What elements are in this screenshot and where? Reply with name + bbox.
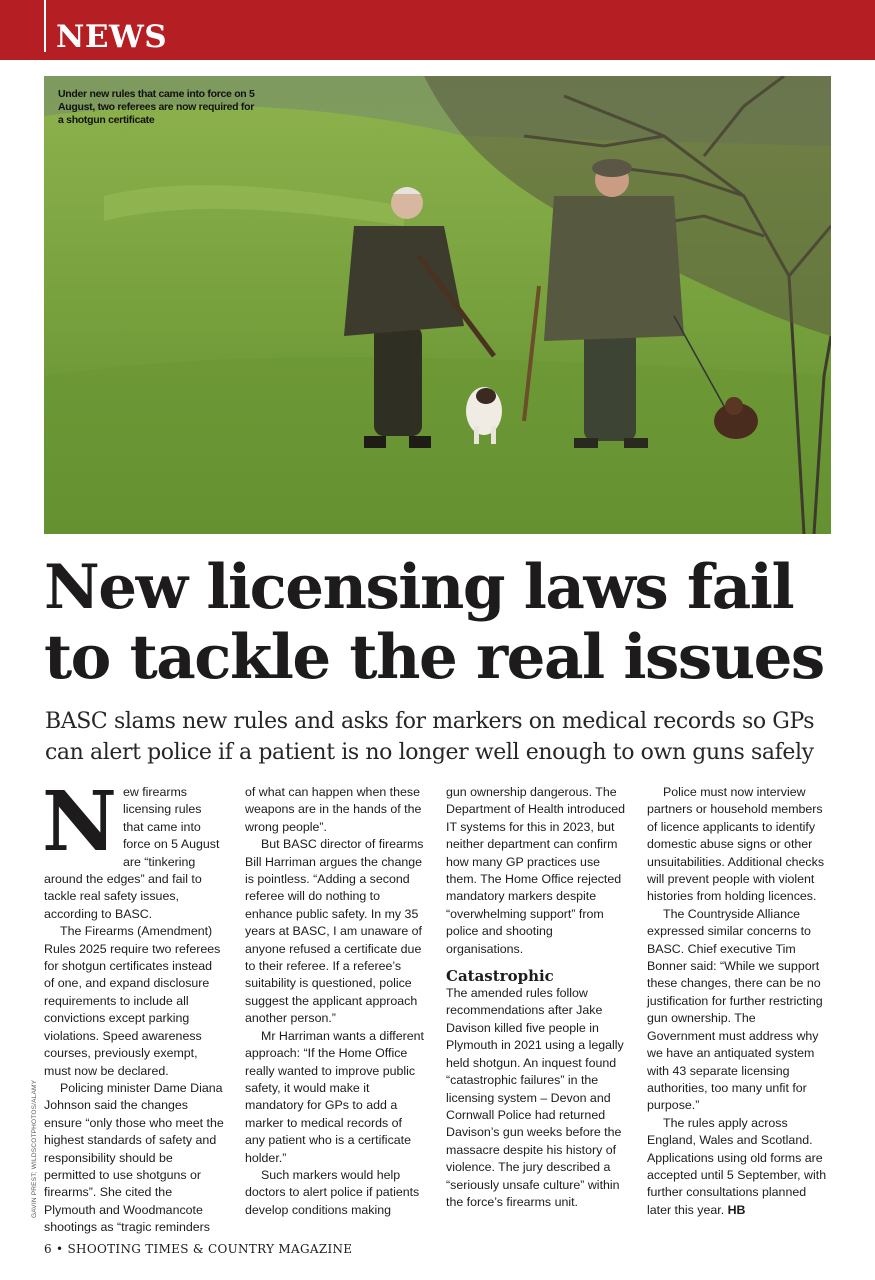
- photo-caption: Under new rules that came into force on 5 August, two referees are now required for a shotgun certificate: [58, 88, 255, 126]
- paragraph: of what can happen when these weapons are in the hands of the wrong people”.: [245, 785, 422, 834]
- paragraph: Policing minister Dame Diana Johnson said the changes ensure “only those who meet the highest standards of safety and responsibility should be permitted to use shotguns or firearms”. She cited the Plymouth and Woodmancote shootings as “tragic reminders: [44, 1080, 224, 1235]
- standfirst: BASC slams new rules and asks for markers on medical records so GPs can alert police if a patient is no longer well enough to own guns safely: [45, 709, 815, 765]
- paragraph: ew firearms licensing rules that came into force on 5 August are “tinkering around the edges” and fail to tackle real safety issues, according to BASC.: [44, 785, 220, 921]
- paragraph: Mr Harriman wants a different approach: “If the Home Office really wanted to improve public safety, it would make it mandatory for GPs to add a marker to medical records of any patient who is a certificate holder.”: [245, 1028, 424, 1165]
- photo-credit: GAVIN PREST; WILDSCOTPHOTOS/ALAMY: [31, 1079, 38, 1218]
- article-photo: [44, 76, 831, 534]
- article-column-2: [245, 784, 425, 1219]
- paragraph: Police must now interview partners or household members of licence applicants to identify domestic abuse signs or other unsuitabilities. Additional checks will prevent people with violent histories from holding licences.: [647, 785, 825, 904]
- photo-illustration: [44, 76, 831, 534]
- section-divider: [44, 0, 46, 52]
- page-footer: 6 • SHOOTING TIMES & COUNTRY MAGAZINE: [44, 1242, 353, 1256]
- article-column-1: [42, 774, 224, 1237]
- paragraph: Such markers would help doctors to alert police if patients develop conditions making: [245, 1167, 420, 1217]
- paragraph-text: The rules apply across England, Wales and Scotland. Applications using old forms are accepted until 5 September, with further consultations planned later this year.: [647, 1115, 827, 1217]
- subheading: Catastrophic: [446, 967, 554, 986]
- headline: New licensing laws fail to tackle the real issues: [44, 552, 824, 693]
- article-column-4: [647, 784, 827, 1219]
- paragraph: The Countryside Alliance expressed similar concerns to BASC. Chief executive Tim Bonner said: “While we support these changes, there can be no justification for further restricting gun ownership. The Government must address why we have an antiquated system with 43 separate licensing authorities, too many unfit for purpose.”: [647, 906, 823, 1113]
- section-band: [0, 0, 875, 60]
- paragraph: The amended rules follow recommendations after Jake Davison killed five people in Plymouth in 2021 using a legally held shotgun. An inquest found “catastrophic failures” in the licensing system – Devon and Cornwall Police had returned Davison’s gun weeks before the massacre despite his history of violence. The jury described a “seriously unsafe culture” within the force’s firearms unit.: [446, 986, 624, 1209]
- article-column-3: [446, 784, 626, 1211]
- drop-cap: N: [42, 774, 117, 870]
- section-label: NEWS: [56, 19, 168, 55]
- paragraph: gun ownership dangerous. The Department of Health introduced IT systems for this in 2023, but neither department can confirm how many GP practices use them. The Home Office rejected mandatory markers despite “overwhelming support” from police and shooting organisations.: [446, 785, 626, 956]
- paragraph: The Firearms (Amendment) Rules 2025 require two referees for shotgun certificates instead of one, and expand disclosure requirements to include all convictions except parking violations. Speed awareness courses, previously exempt, must now be declared.: [44, 924, 221, 1078]
- paragraph: [647, 1115, 827, 1219]
- author-initials: HB: [727, 1202, 746, 1217]
- paragraph: But BASC director of firearms Bill Harriman argues the change is pointless. “Adding a second referee will do nothing to enhance public safety. In my 35 years at BASC, I am unaware of anyone refused a certificate due to their referee. If a referee’s suitability is questioned, police suggest the applicant approach another person.”: [245, 837, 424, 1026]
